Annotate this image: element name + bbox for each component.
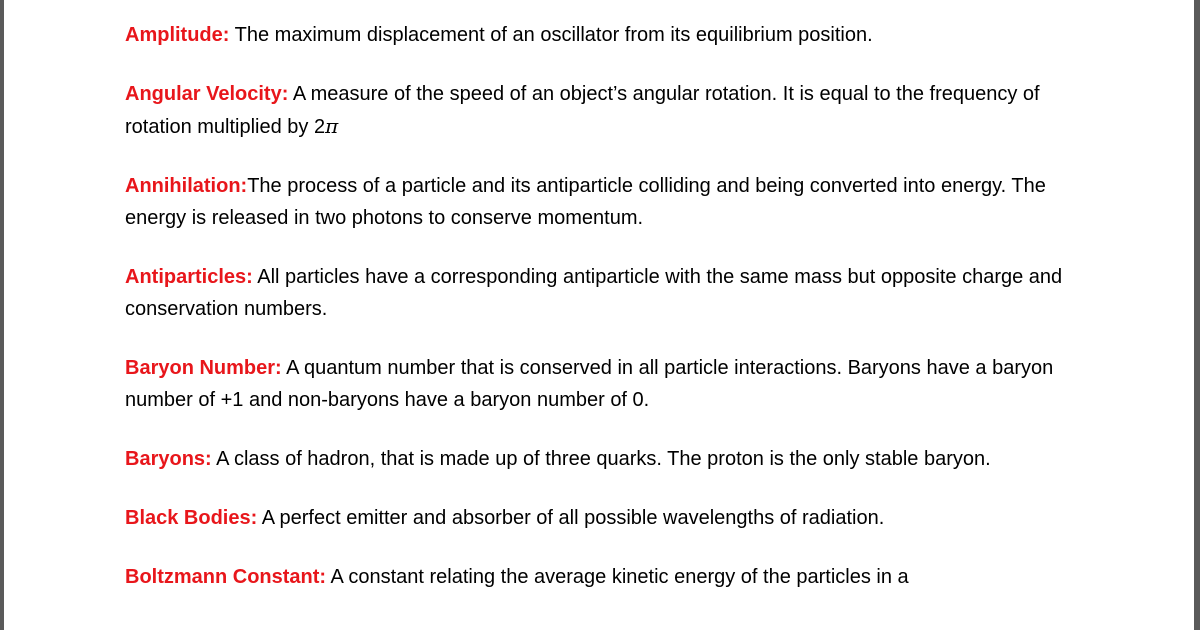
- glossary-entry-baryons: [125, 443, 1085, 475]
- glossary-term: Antiparticles:: [125, 266, 253, 288]
- glossary-term: Amplitude:: [125, 24, 230, 46]
- glossary-definition: The process of a particle and its antiparticle colliding and being converted into energy. The energy is released in two photons to conserve momentum.: [125, 175, 1046, 229]
- glossary-term: Boltzmann Constant:: [125, 566, 327, 588]
- glossary-term: Baryons:: [125, 448, 212, 470]
- glossary-definition: The maximum displacement of an oscillator from its equilibrium position.: [229, 24, 873, 46]
- glossary-page: [125, 19, 1085, 620]
- glossary-definition: A perfect emitter and absorber of all possible wavelengths of radiation.: [257, 507, 885, 529]
- glossary-entry-antiparticles: [125, 261, 1085, 325]
- glossary-term: Baryon Number:: [125, 357, 282, 379]
- glossary-definition: A quantum number that is conserved in all particle interactions. Baryons have a baryon number of +1 and non-baryons have a baryon number of 0.: [125, 357, 1054, 411]
- glossary-term: Angular Velocity:: [125, 83, 289, 105]
- glossary-entry-black-bodies: [125, 502, 1085, 534]
- glossary-entry-boltzmann-constant: [125, 561, 1085, 593]
- glossary-term: Annihilation:: [125, 175, 248, 197]
- glossary-definition: A constant relating the average kinetic energy of the particles in a: [326, 566, 909, 588]
- glossary-entry-amplitude: [125, 19, 1085, 51]
- glossary-entry-angular-velocity: [125, 78, 1085, 143]
- glossary-entry-annihilation: [125, 170, 1085, 234]
- glossary-definition: All particles have a corresponding antiparticle with the same mass but opposite charge and conservation numbers.: [125, 266, 1063, 320]
- glossary-definition: A class of hadron, that is made up of three quarks. The proton is the only stable baryon.: [211, 448, 991, 470]
- glossary-term: Black Bodies:: [125, 507, 258, 529]
- document-left-border: [0, 0, 4, 630]
- document-scrollbar-edge: [1194, 0, 1200, 630]
- pi-symbol: π: [325, 114, 339, 138]
- glossary-entry-baryon-number: [125, 352, 1085, 416]
- glossary-definition: A measure of the speed of an object’s angular rotation. It is equal to the frequency of rotation multiplied by 2: [125, 83, 1040, 138]
